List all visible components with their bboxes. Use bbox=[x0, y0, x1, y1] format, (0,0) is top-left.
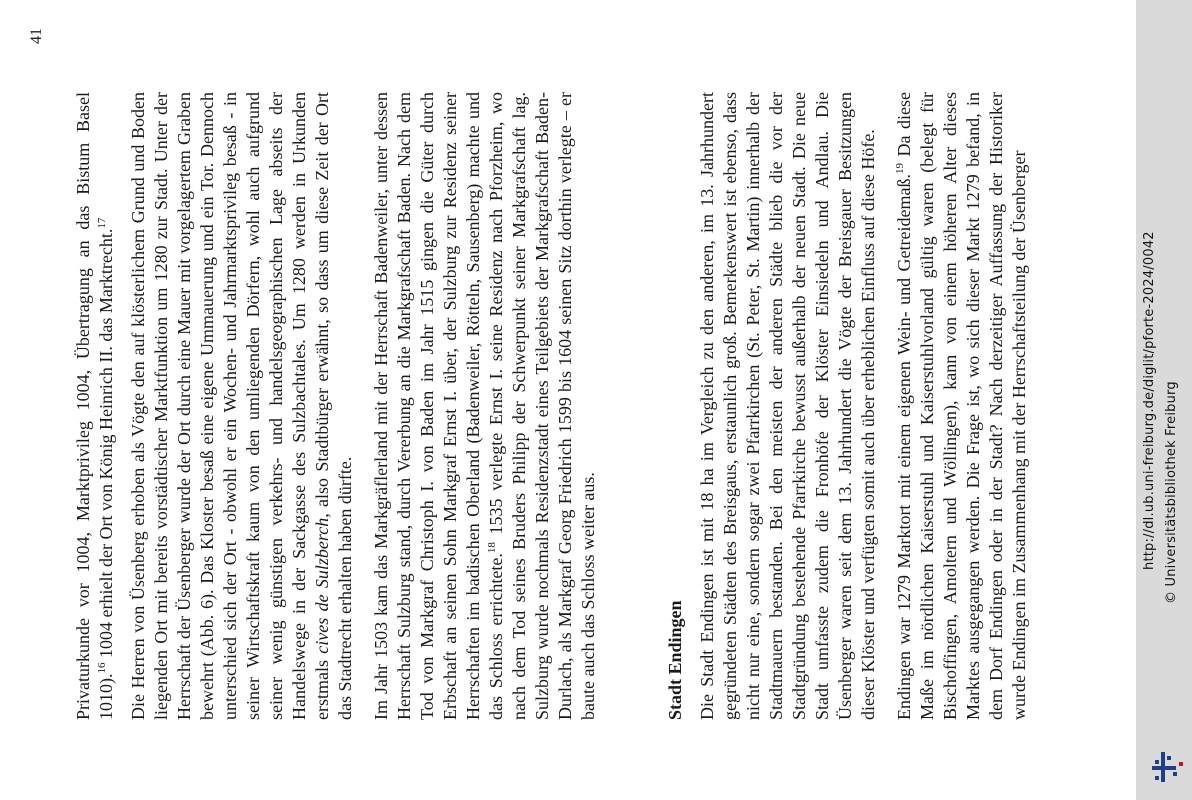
paragraph-1: Privaturkunde vor 1004, Marktprivileg 1004, Übertragung an das Bistum Basel 1010).$^{16}$ 1004 erhielt der Ort von König Heinrich II. das Marktrecht.$^{17}$ bbox=[73, 92, 116, 720]
paragraph-5: Endingen war 1279 Marktort mit einem eigenen Wein- und Getreidemaß.$^{19}$ Da diese Maße im nördlichen Kaiserstuhl und Kaiserstuhlvorland gültig waren (belegt für Bischoffingen, Amoltern und Wöllingen), kann von einem höheren Alter dieses Marktes ausgegangen werden. Die Frage ist, wo sich dieser Markt 1279 befand, in dem Dorf Endingen oder in der Stadt? Nach derzeitiger Auffassung der Historiker wurde Endingen im Zusammenhang mit der Herrschaftsteilung der Üsenberger bbox=[894, 92, 1029, 720]
copyright-notice: © Universitätsbibliothek Freiburg bbox=[1164, 381, 1179, 604]
italic-latin-phrase: cives de Sulzberch bbox=[312, 517, 332, 654]
library-sidebar bbox=[1136, 0, 1192, 800]
footnote-ref-19: 19 bbox=[894, 162, 906, 174]
page-number: 41 bbox=[28, 28, 45, 44]
source-url-link[interactable]: http://dl.ub.uni-freiburg.de/diglit/pforte-2024/0042 bbox=[1142, 231, 1157, 570]
footnote-ref-16: 16 bbox=[96, 662, 108, 674]
text-column bbox=[72, 92, 1040, 720]
paragraph-4: Die Stadt Endingen ist mit 18 ha im Vergleich zu den anderen, im 13. Jahrhundert gegründeten Städten des Breisgaus, erstaunlich groß. Bemerkenswert ist ebenso, dass nicht nur eine, sondern sogar zwei Pfarrkirchen (St. Peter, St. Martin) innerhalb der Stadtmauern bestanden. Bei den meisten der anderen Städte blieb die vor der Stadtgründung bestehende Pfarrkirche bewusst außerhalb der neuen Stadt. Die neue Stadt umfasste zudem die Fronhöfe der Klöster Einsiedeln und Andlau. Die Üsenberger waren seit dem 13. Jahrhundert die Vögte der Breisgauer Besitzungen dieser Klöster und verfügten somit auch über erheblichen Einfluss auf diese Höfe. bbox=[697, 92, 878, 720]
footnote-ref-17: 17 bbox=[96, 217, 108, 229]
section-heading: Stadt Endingen bbox=[665, 600, 685, 720]
ub-freiburg-logo-icon bbox=[1146, 744, 1186, 790]
footnote-ref-18: 18 bbox=[486, 542, 498, 554]
paragraph-3: Im Jahr 1503 kam das Markgräflerland mit der Herrschaft Badenweiler, unter dessen Herrschaft Sulzburg stand, durch Vererbung an die Markgrafschaft Baden. Nach dem Tod von Markgraf Christoph I. von Baden im Jahr 1515 gingen die Güter durch Erbschaft an seinen Sohn Markgraf Ernst I. über, der Sulzburg zur Residenz seiner Herrschaften im badischen Oberland (Badenweiler, Rötteln, Sausenberg) machte und das Schloss errichtete.$^{18}$ 1535 verlegte Ernst I. seine Residenz nach Pforzheim, wo nach dem Tod seines Bruders Philipp der Schwerpunkt seiner Markgrafschaft lag. Sulzburg wurde nochmals Residenzstadt eines Teilgebiets der Markgrafschaft Baden-Durlach, als Markgraf Georg Friedrich 1599 bis 1604 seinen Sitz dorthin verlegte – er baute auch das Schloss weiter aus. bbox=[371, 91, 598, 720]
paragraph-2: Die Herren von Üsenberg erhoben als Vögte den auf klösterlichem Grund und Boden liegenden Ort mit bereits vorstädtischer Marktfunktion um 1280 zur Stadt. Unter der Herrschaft der Üsenberger wurde der Ort durch eine Mauer mit vorgelagertem Graben bewehrt (Abb. 6). Das Kloster besaß eine eigene Ummauerung und ein Tor. Dennoch unterschied sich der Ort - obwohl er ein Wochen- und Jahrmarktsprivileg besaß - in seiner Wirtschaftskraft kaum von den umliegenden Dörfern, wohl auch aufgrund seiner wenig günstigen verkehrs- und handelsgeographischen Lage abseits der Handelswege in der Sackgasse des Sulzbachtales. Um 1280 werden in Urkunden erstmals cives de Sulzberch, also Stadtbürger erwähnt, so dass um diese Zeit der Ort das Stadtrecht erhalten haben dürfte. bbox=[128, 92, 355, 720]
